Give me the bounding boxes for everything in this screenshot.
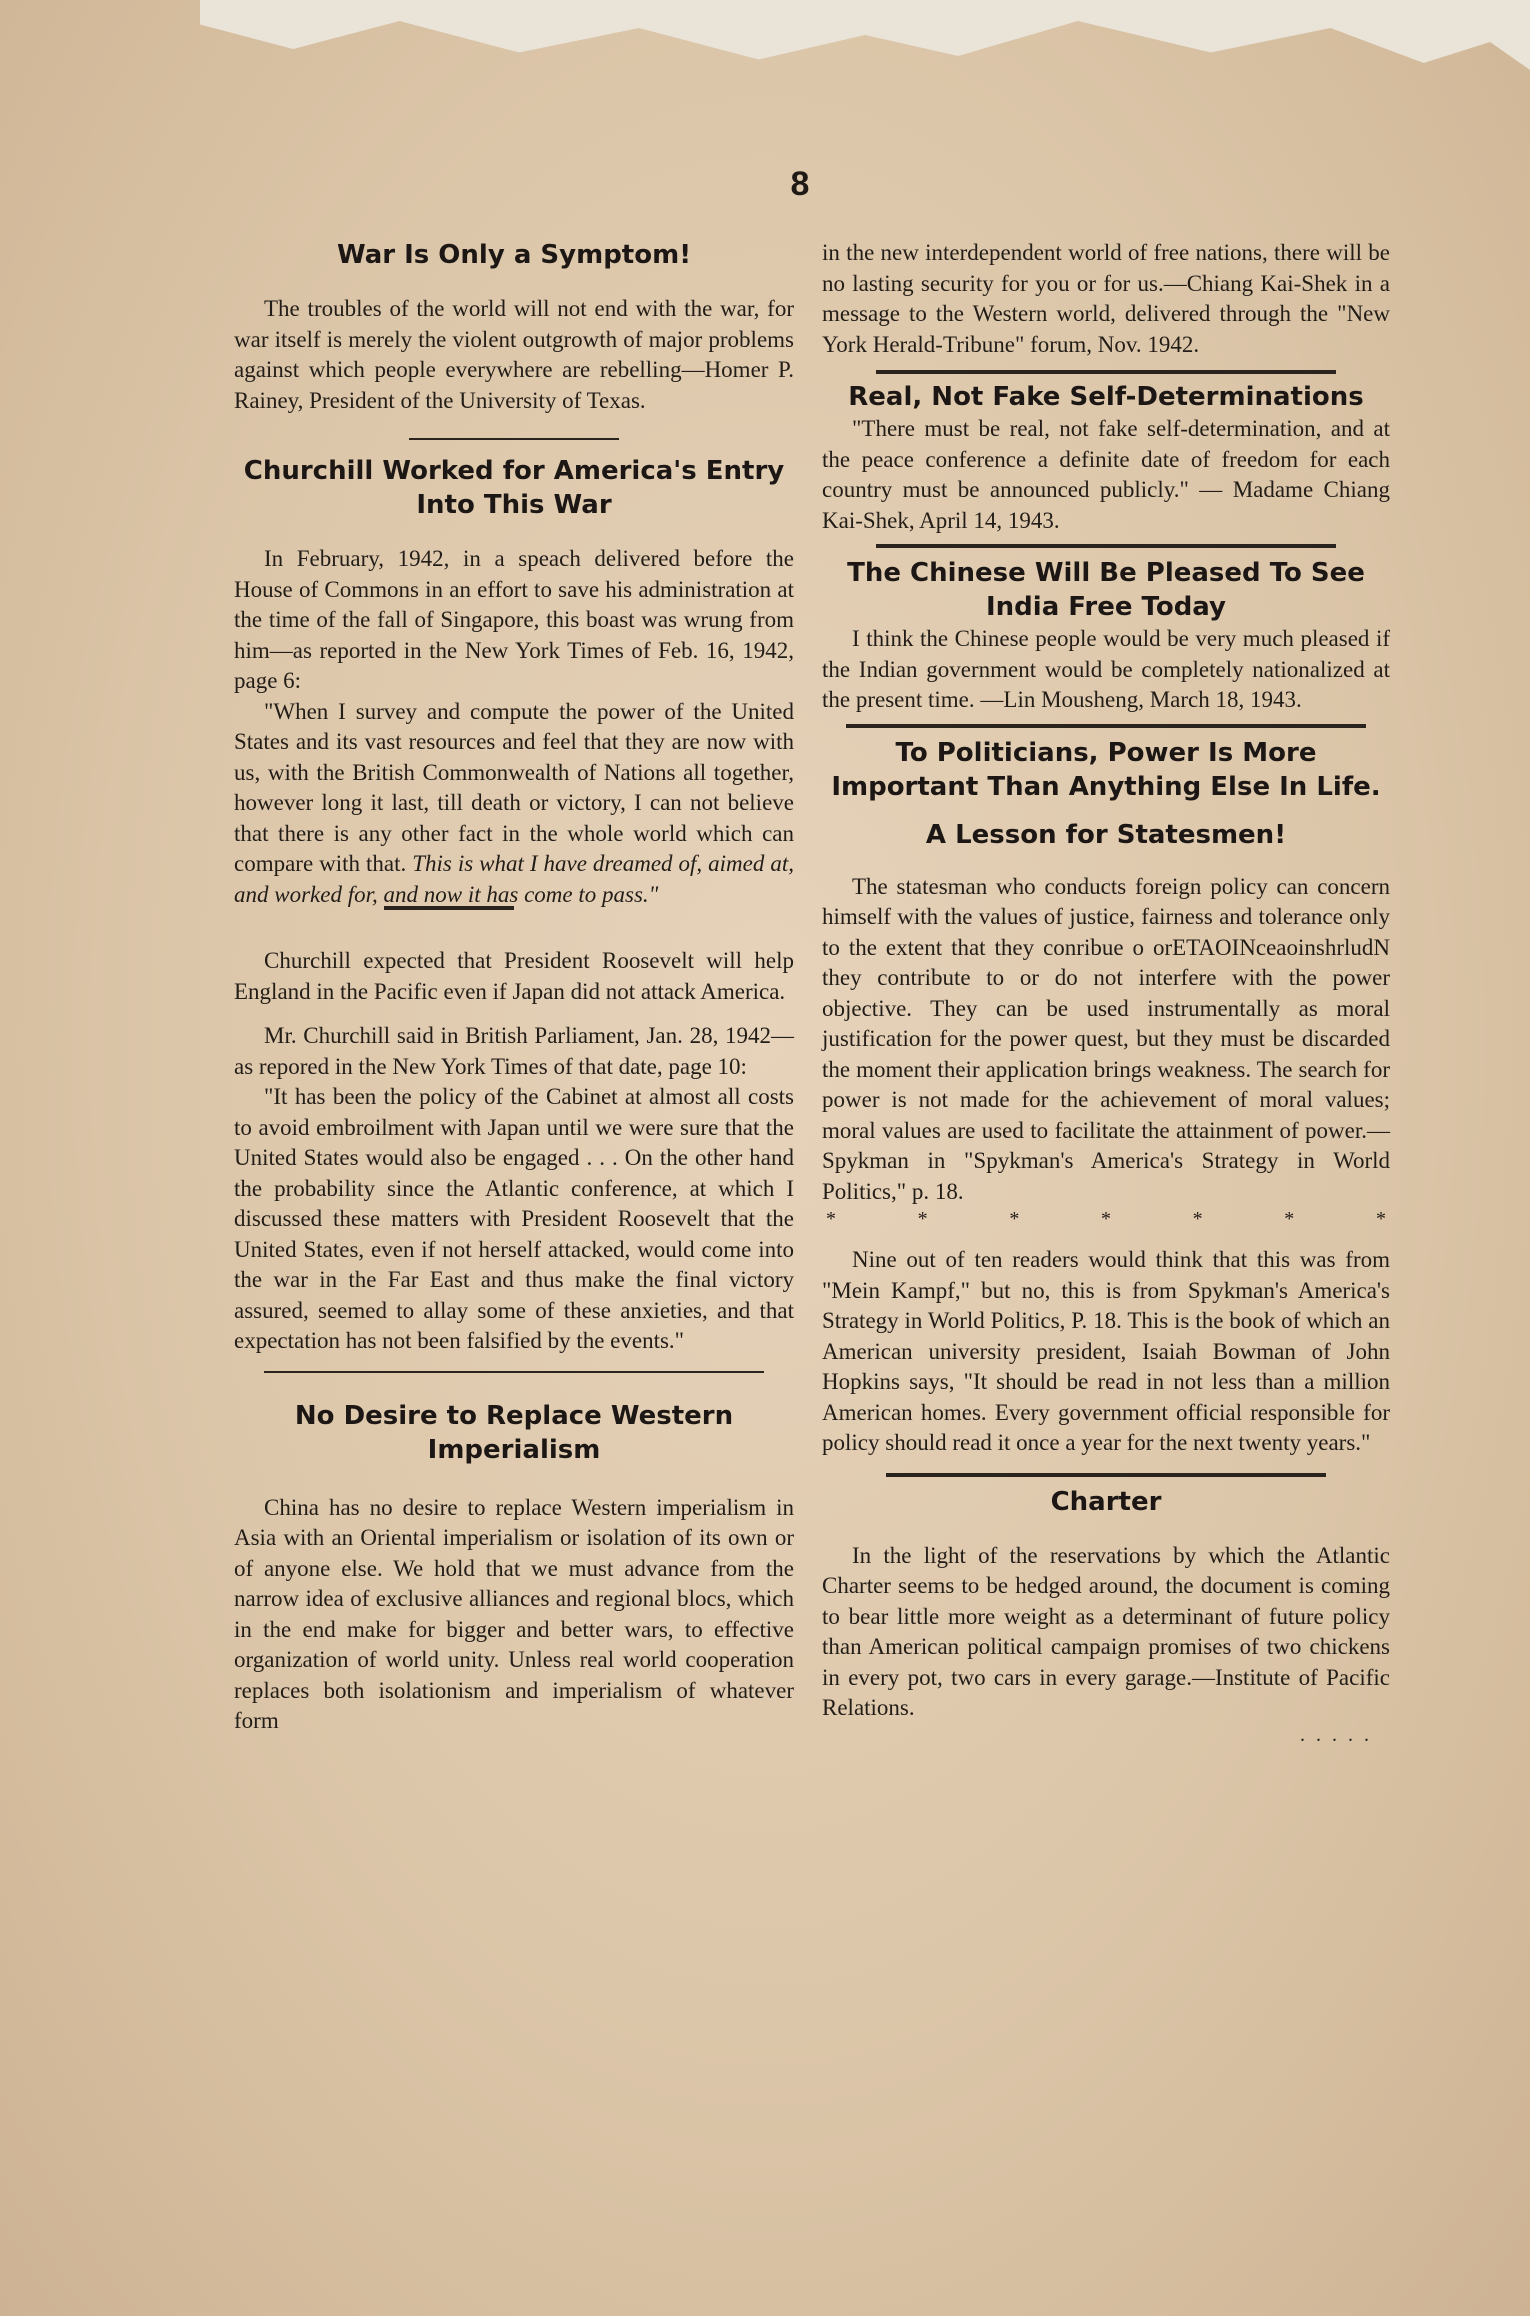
article-churchill-expected: Churchill expected that President Roosevelt will help England in the Pacific even if Japan did not attack America. bbox=[234, 948, 794, 1004]
heading-india-free: The Chinese Will Be Pleased To See India Free Today bbox=[847, 558, 1365, 622]
article-no-desire: China has no desire to replace Western imperialism in Asia with an Oriental imperialism or isolation of its own or of anyone else. We hold that we must advance from the narrow idea of exclusive alliances and regional blocs, which in the end make for bigger and better wars, to effective organization of world unity. Unless real world cooperation replaces both isolationism and imperialism of whatever form bbox=[234, 1494, 794, 1733]
heading-churchill-entry: Churchill Worked for America's Entry Into This War bbox=[243, 456, 785, 520]
asterisk: * bbox=[826, 1208, 836, 1230]
asterisk: * bbox=[1100, 1208, 1111, 1230]
article-war-symptom: The troubles of the world will not end with the war, for war itself is merely the violent outgrowth of major problems against which people everywhere are rebelling—Homer P. Rainey, President of the University of Texas. bbox=[234, 296, 794, 413]
parliament-quote: "It has been the policy of the Cabinet at almost all costs to avoid embroilment with Japan until we were sure that the United States would also be engaged . . . On the other hand the probability since the Atlantic conference, at which I discussed these matters with President Roosevelt that the United States, even if not herself attacked, would come into the war in the Far East and thus make the final victory assured, seemed to allay some of these anxieties, and that expectation has not been falsified by the events." bbox=[234, 1084, 794, 1353]
subheading-lesson-statesmen: A Lesson for Statesmen! bbox=[925, 819, 1287, 850]
article-churchill-parliament: Mr. Churchill said in British Parliament, Jan. 28, 1942—as repored in the New York Times of that date, page 10: bbox=[234, 1023, 794, 1079]
asterisk: * bbox=[1284, 1208, 1295, 1230]
article-self-determination: "There must be real, not fake self-determination, and at the peace conference a definite date of freedom for each country must be announced publicly." — Madame Chiang Kai-Shek, April 14, 1943. bbox=[822, 416, 1390, 533]
article-chiang-continued: in the new interdependent world of free nations, there will be no lasting security for you or for us.—Chiang Kai-Shek in a message to the Western world, delivered through the "New York Herald-Tribune" forum, Nov. 1942. bbox=[822, 240, 1390, 357]
article-india-free: I think the Chinese people would be very much pleased if the Indian government would be completely nationalized at the present time. —Lin Mousheng, March 18, 1943. bbox=[822, 626, 1390, 712]
article-mein-kampf: Nine out of ten readers would think that this was from "Mein Kampf," but no, this is from Spykman's America's Strategy in World Politics, P. 18. This is the book of which an American university president, Isaiah Bowman of John Hopkins says, "It should be read in not less than a million American homes. Every government official responsible for policy should read it once a year for the next twenty years." bbox=[822, 1247, 1390, 1455]
asterisk: * bbox=[1009, 1208, 1020, 1230]
article-charter: In the light of the reservations by which the Atlantic Charter seems to be hedged around, the document is coming to bear little more weight as a determinant of future policy than American political campaign promises of two chickens in every pot, two cars in every garage.—Institute of Pacific Relations. bbox=[822, 1542, 1390, 1720]
heading-no-desire: No Desire to Replace Western Imperialism bbox=[294, 1400, 734, 1465]
article-lesson-statesmen: The statesman who conducts foreign policy can concern himself with the values of justice, fairness and tolerance only to the extent that they conribue o orETAOINceaoinshrludN they contribute to or do not interfere with the power objective. They can be used instrumentally as moral justification for the power quest, but they must be discarded the moment their application brings weakness. The search for power is not made for the achievement of moral values; moral values are used to facilitate the attainment of power.—Spykman in "Spykman's America's Strategy in World Politics," p. 18. bbox=[822, 873, 1390, 1204]
asterisk: * bbox=[1375, 1208, 1386, 1230]
churchill-quote-italic: This is what I have dreamed of, aimed at, and worked for, and now it has come to pass." bbox=[234, 851, 794, 907]
heading-charter: Charter bbox=[1050, 1486, 1162, 1517]
left-column bbox=[234, 238, 794, 1737]
heading-self-determination: Real, Not Fake Self-Determinations bbox=[848, 382, 1364, 412]
heading-politicians-power: To Politicians, Power Is More Important Than Anything Else In Life. bbox=[831, 737, 1381, 802]
article-churchill-intro: In February, 1942, in a speach delivered before the House of Commons in an effort to save his administration at the time of the fall of Singapore, this boast was wrung from him—as reported in the New York Times of Feb. 16, 1942, page 6: bbox=[234, 546, 794, 693]
asterisk: * bbox=[917, 1208, 928, 1230]
asterisk: * bbox=[1192, 1208, 1203, 1230]
right-column bbox=[822, 238, 1390, 1747]
asterisk-separator bbox=[822, 1207, 1390, 1231]
heading-war-symptom: War Is Only a Symptom! bbox=[336, 240, 692, 270]
end-marks: . . . . . bbox=[1300, 1723, 1372, 1746]
churchill-quote bbox=[234, 697, 794, 911]
page-number: 8 bbox=[790, 165, 810, 203]
churchill-quote-text: "When I survey and compute the power of the United States and its vast resources and feel that they are now with us, with the British Commonwealth of Nations all together, however long it last, till death or victory, I can not believe that there is any other fact in the whole world which can compare with that. bbox=[234, 698, 794, 876]
torn-top-edge bbox=[200, 0, 1530, 70]
